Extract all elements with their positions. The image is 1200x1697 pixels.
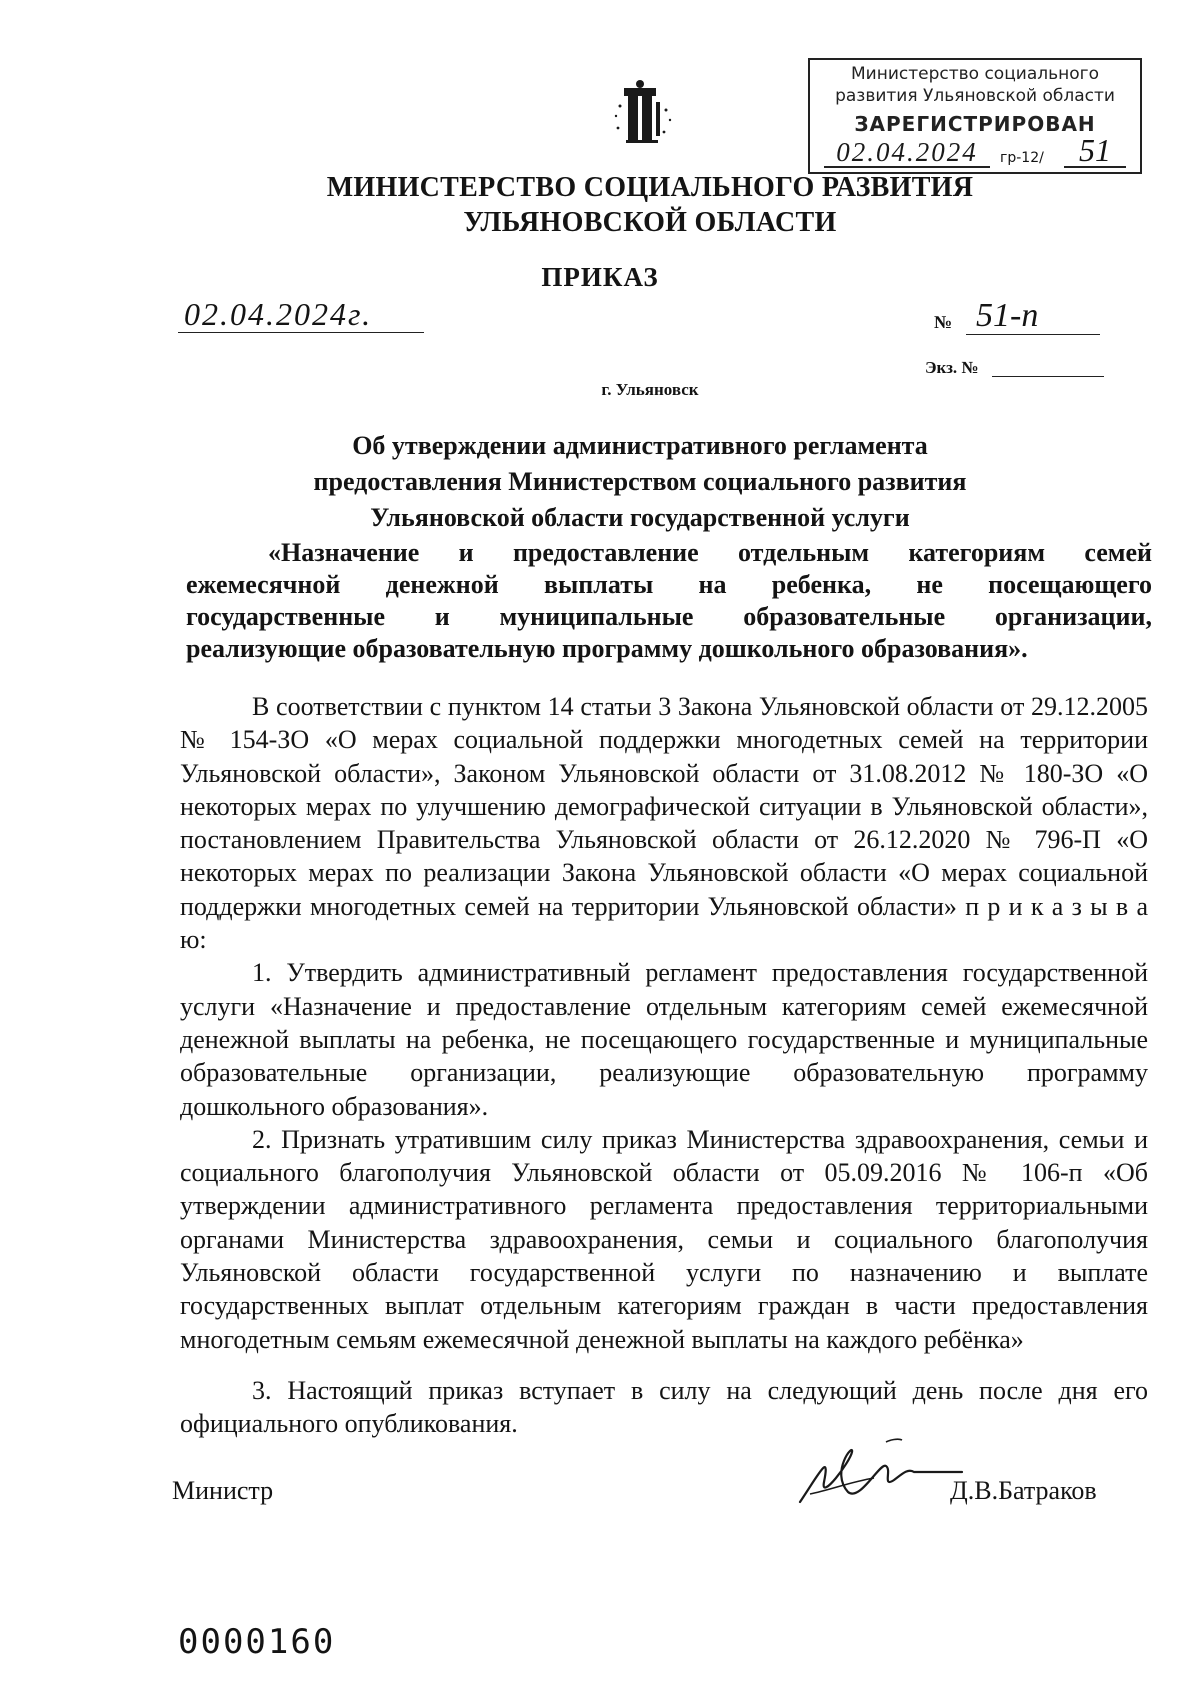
stamp-status: ЗАРЕГИСТРИРОВАН xyxy=(854,112,1096,136)
doc-type-heading: ПРИКАЗ xyxy=(541,262,659,292)
title-line4: «Назначение и предоставление отдельным категориям семей xyxy=(268,538,1152,567)
item-1-paragraph: 1. Утвердить административный регламент предоставления государственной услуги «Назначение и предоставление отдельным категориям семей ежемесячной денежной выплаты на ребенка, не посещающего государственные и муниципальные образовательные организации, реализующие образовательную программу дошкольного образования». xyxy=(180,958,1148,1121)
city: г. Ульяновск xyxy=(601,380,699,399)
signer-position: Министр xyxy=(172,1476,274,1505)
order-number: 51-п xyxy=(966,298,1100,335)
copy-number-line xyxy=(992,376,1104,377)
stamp-prefix: гр-12/ xyxy=(1000,150,1044,166)
item-2-paragraph: 2. Признать утратившим силу приказ Министерства здравоохранения, семьи и социального благополучия Ульяновской области от 05.09.2016 № 106-п «Об утверждении административного регламента предоставления территориальными органами Министерства здравоохранения, семьи и социального благополучия Ульяновской области государственной услуги по назначению и выплате государственных выплат отдельным категориям граждан в части предоставления многодетным семьям ежемесячной денежной выплаты на каждого ребёнка» xyxy=(180,1124,1148,1354)
ministry-line1: МИНИСТЕРСТВО СОЦИАЛЬНОГО РАЗВИТИЯ xyxy=(326,172,974,203)
stamp-org-line1: Министерство социального xyxy=(851,64,1099,84)
signature-scribble xyxy=(790,1432,970,1512)
registration-stamp xyxy=(808,58,1142,174)
stamp-org-line2: развития Ульяновской области xyxy=(835,86,1115,106)
document-serial-number: 0000160 xyxy=(178,1622,336,1662)
stamp-number: 51 xyxy=(1064,134,1126,168)
coat-of-arms-icon xyxy=(606,76,686,150)
copy-number-label: Экз. № xyxy=(925,358,979,377)
title-line1: Об утверждении административного регламента xyxy=(352,431,928,460)
title-line7: реализующие образовательную программу дошкольного образования». xyxy=(186,634,1028,663)
order-body xyxy=(180,690,1148,1441)
stamp-date: 02.04.2024 xyxy=(824,138,990,168)
order-number-label: № xyxy=(934,312,953,332)
title-line5: ежемесячной денежной выплаты на ребенка, не посещающего xyxy=(186,570,1152,599)
signer-name: Д.В.Батраков xyxy=(950,1476,1097,1505)
title-line3: Ульяновской области государственной услуги xyxy=(370,503,910,532)
ministry-line2: УЛЬЯНОВСКОЙ ОБЛАСТИ xyxy=(463,207,837,238)
title-line6: государственные и муниципальные образовательные организации, xyxy=(186,602,1152,631)
preamble-paragraph: В соответствии с пунктом 14 статьи 3 Закона Ульяновской области от 29.12.2005 № 154-ЗО «О мерах социальной поддержки многодетных семей на территории Ульяновской области», Законом Ульяновской области от 31.08.2012 № 180-ЗО «О некоторых мерах по улучшению демографической ситуации в Ульяновской области», постановлением Правительства Ульяновской области от 26.12.2020 № 796-П «О некоторых мерах по реализации Закона Ульяновской области «О мерах социальной поддержки многодетных семей на территории Ульяновской области» п р и к а з ы в а ю: xyxy=(180,692,1148,955)
item-3-paragraph: 3. Настоящий приказ вступает в силу на следующий день после дня его официального опубликования. xyxy=(180,1375,1148,1439)
title-line2: предоставления Министерством социального развития xyxy=(313,467,967,496)
ministry-name xyxy=(260,170,1040,240)
order-date: 02.04.2024г. xyxy=(178,296,424,333)
